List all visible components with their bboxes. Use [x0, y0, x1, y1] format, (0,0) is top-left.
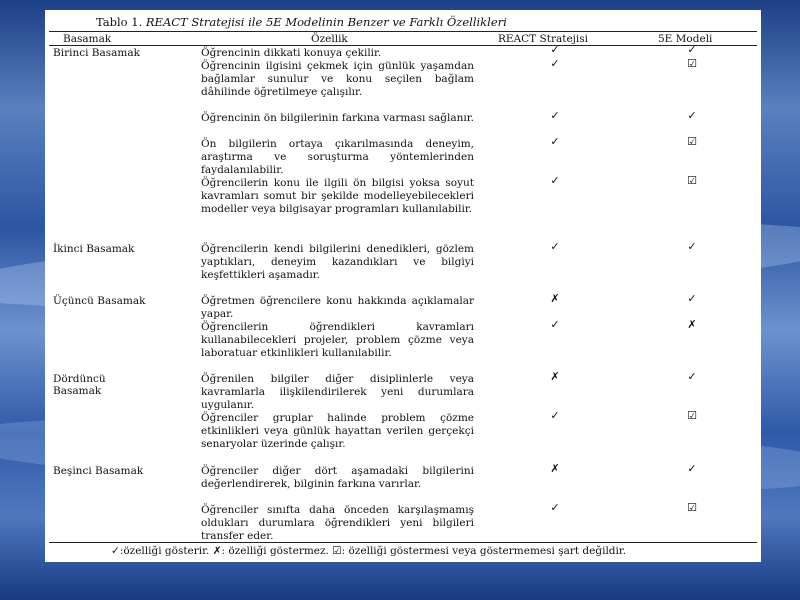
feature-text: Öğrenilen bilgiler diğer disiplinlerle veya kavramlarla ilişkilendirilerek yeni durumlara uygulanır.	[201, 373, 474, 411]
react-mark: ✗	[550, 292, 560, 305]
react-mark: ✓	[550, 409, 560, 422]
checked-box-icon: ☑	[332, 545, 342, 557]
feature-text: Öğrenciler diğer dört aşamadaki bilgilerini değerlendirerek, bilginin farkına varırlar.	[201, 465, 474, 490]
feature-text: Ön bilgilerin ortaya çıkarılmasında deneyim, araştırma ve soruşturma yöntemlerinden faydalanılabilir.	[201, 138, 474, 176]
5e-mark: ☑	[687, 174, 697, 187]
feature-text: Öğrencinin ön bilgilerinin farkına varması sağlanır.	[201, 112, 474, 124]
stage-label: İkinci Basamak	[53, 243, 135, 255]
react-mark: ✗	[550, 370, 560, 383]
feature-text: Öğrencinin dikkati konuya çekilir.	[201, 47, 382, 59]
5e-mark: ☑	[687, 135, 697, 148]
header-5e: 5E Modeli	[658, 33, 713, 45]
header-rule	[49, 45, 757, 46]
slide-card	[45, 10, 761, 562]
react-mark: ✗	[550, 462, 560, 475]
caption-title: REACT Stratejisi ile 5E Modelinin Benzer ve Farklı Özellikleri	[145, 15, 507, 29]
table-caption	[96, 15, 507, 29]
feature-text: Öğrencilerin konu ile ilgili ön bilgisi yoksa soyut kavramları somut bir şekilde modelleyebilecekleri modeller veya bilgisayar programları kullanılabilir.	[201, 177, 474, 215]
5e-mark: ☑	[687, 57, 697, 70]
stage-label: Beşinci Basamak	[53, 465, 144, 477]
legend-cross-text: : özelliği göstermez.	[221, 545, 329, 557]
react-mark: ✓	[550, 501, 560, 514]
feature-text: Öğrencilerin öğrendikleri kavramları kullanabilecekleri projeler, problem çözme veya laboratuar etkinlikleri kullanılabilir.	[201, 321, 474, 359]
check-icon: ✓	[111, 545, 120, 557]
5e-mark: ✓	[687, 109, 697, 122]
legend-check-text: :özelliği gösterir.	[119, 545, 210, 557]
bottom-rule	[49, 542, 757, 543]
header-react: REACT Stratejisi	[498, 33, 589, 45]
feature-text: Öğretmen öğrencilere konu hakkında açıklamalar yapar.	[201, 295, 474, 320]
cross-icon: ✗	[212, 545, 222, 557]
react-mark: ✓	[550, 43, 560, 56]
react-mark: ✓	[550, 174, 560, 187]
header-stage: Basamak	[63, 33, 112, 45]
react-mark: ✓	[550, 57, 560, 70]
5e-mark: ✗	[687, 318, 697, 331]
feature-text: Öğrenciler sınıfta daha önceden karşılaşmamış oldukları durumlara öğrendikleri yeni bilgileri transfer eder.	[201, 504, 474, 542]
5e-mark: ✓	[687, 43, 697, 56]
feature-text: Öğrencilerin kendi bilgilerini denedikleri, gözlem yaptıkları, deneyim kazandıkları ve bilgiyi keşfettikleri aşamadır.	[201, 243, 474, 281]
table-legend	[111, 545, 626, 557]
stage-label: Dördüncü Basamak	[53, 373, 106, 397]
feature-text: Öğrencinin ilgisini çekmek için günlük yaşamdan bağlamlar sunulur ve konu seçilen bağlam dâhilinde öğretilmeye çalışılır.	[201, 60, 474, 98]
5e-mark: ✓	[687, 292, 697, 305]
5e-mark: ☑	[687, 501, 697, 514]
react-mark: ✓	[550, 135, 560, 148]
stage-label: Üçüncü Basamak	[53, 295, 146, 307]
legend-box-text: : özelliği göstermesi veya göstermemesi şart değildir.	[341, 545, 627, 557]
feature-text: Öğrenciler gruplar halinde problem çözme etkinlikleri veya günlük hayattan verilen gerçekçi senaryolar üzerinde çalışır.	[201, 412, 474, 450]
top-rule	[49, 31, 757, 32]
5e-mark: ✓	[687, 462, 697, 475]
5e-mark: ✓	[687, 370, 697, 383]
react-mark: ✓	[550, 318, 560, 331]
header-feature: Özellik	[311, 33, 348, 45]
5e-mark: ✓	[687, 240, 697, 253]
react-mark: ✓	[550, 240, 560, 253]
caption-prefix: Tablo 1.	[96, 15, 143, 29]
react-mark: ✓	[550, 109, 560, 122]
5e-mark: ☑	[687, 409, 697, 422]
stage-label: Birinci Basamak	[53, 47, 140, 59]
